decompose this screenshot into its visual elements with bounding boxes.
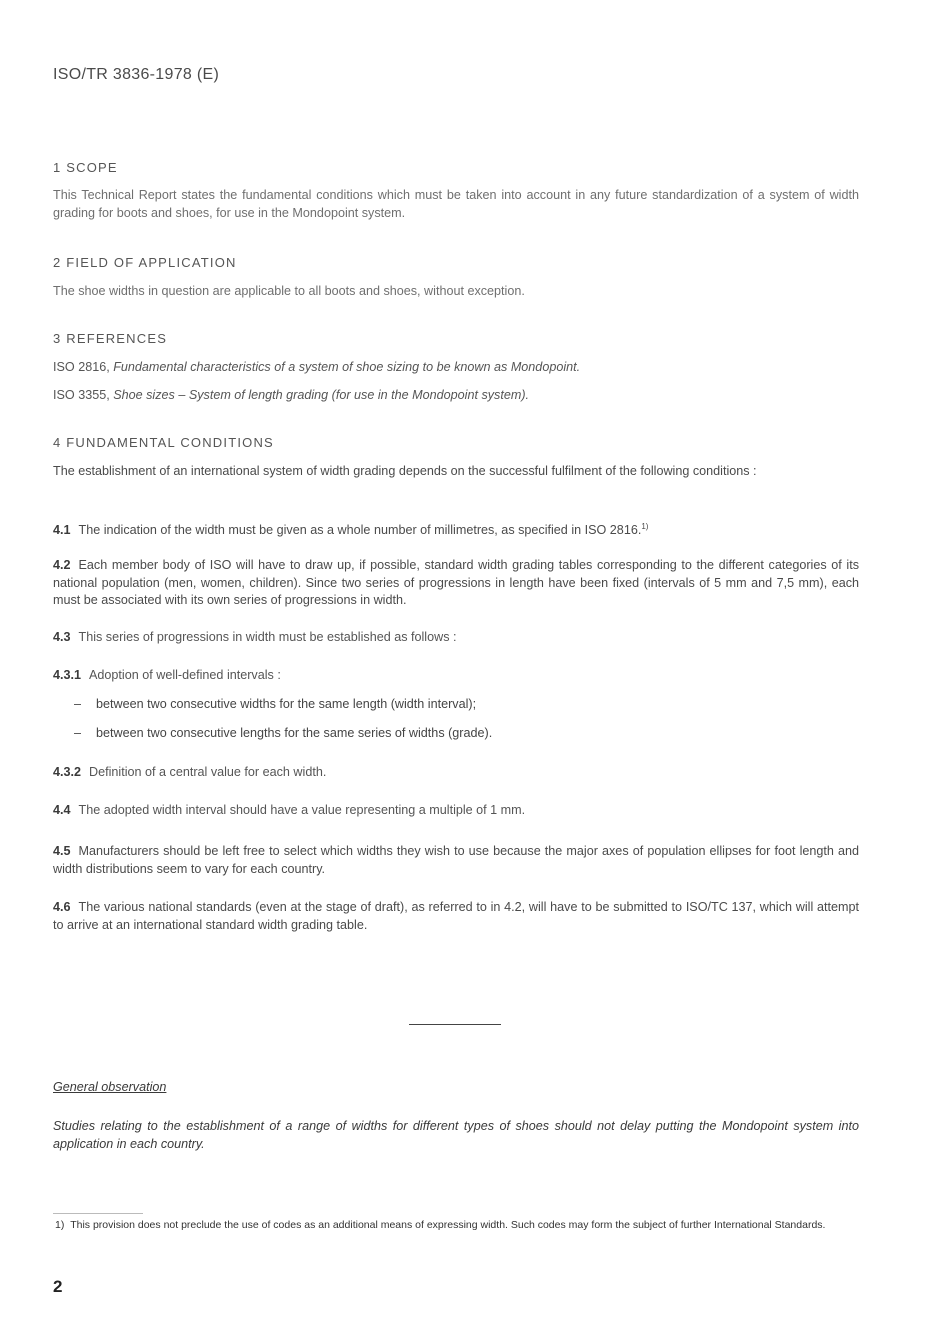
list-item-text: between two consecutive widths for the same length (width interval); [96,697,477,711]
page-number: 2 [53,1277,63,1296]
list-item-grade [74,726,492,740]
footnote [55,1218,859,1233]
list-item-width-interval [74,697,476,711]
clause-number: 4.6 [53,900,71,914]
clause-text: Each member body of ISO will have to draw up, if possible, standard width grading tables corresponding to the different categories of its national population (men, women, children). Since two series of progressions in length have been fixed (intervals of 5 mm and 7,5 mm), each must be associated with its own series of progressions in width. [53,558,859,607]
reference-title: Fundamental characteristics of a system of shoe sizing to be known as Mondopoint. [113,360,581,374]
clause-number: 4.5 [53,844,71,858]
clause-text: Manufacturers should be left free to select which widths they wish to use because the major axes of population ellipses for foot length and width distributions seem to vary for each country. [53,844,859,876]
reference-iso-2816 [53,360,580,374]
section-heading-references: 3 REFERENCES [53,331,168,346]
section-heading-scope: 1 SCOPE [53,160,118,175]
section-heading-fundamental-conditions: 4 FUNDAMENTAL CONDITIONS [53,435,274,450]
list-dash: – [74,726,82,740]
list-item-text: between two consecutive lengths for the same series of widths (grade). [96,726,493,740]
reference-title: Shoe sizes – System of length grading (for use in the Mondopoint system). [113,388,530,402]
footnote-text: This provision does not preclude the use of codes as an additional means of expressing width. Such codes may form the subject of further International Standards. [70,1219,826,1231]
clause-number: 4.3 [53,630,71,644]
section-divider [409,1024,501,1025]
clause-4-4 [53,803,525,817]
clause-text: This series of progressions in width must be established as follows : [78,630,457,644]
clause-4-3-1 [53,668,281,682]
clause-4-6 [53,899,859,934]
fundamental-conditions-intro: The establishment of an international system of width grading depends on the successful fulfilment of the following conditions : [53,464,757,478]
section-heading-field-of-application: 2 FIELD OF APPLICATION [53,255,237,270]
clause-4-3 [53,630,457,644]
scope-text: This Technical Report states the fundamental conditions which must be taken into account in any future standardization of a system of width grading for boots and shoes, for use in the Mondopoint system. [53,188,859,220]
observation-heading: General observation [53,1080,167,1094]
reference-code: ISO 2816, [53,360,114,374]
clause-4-3-2 [53,765,326,779]
footnote-marker: 1) [55,1219,65,1231]
clause-4-1 [53,518,859,540]
clause-4-2 [53,557,859,610]
clause-text: The various national standards (even at the stage of draft), as referred to in 4.2, will have to be submitted to ISO/TC 137, which will attempt to arrive at an international standard width grading table. [53,900,859,932]
clause-number: 4.3.1 [53,668,82,682]
list-dash: – [74,697,82,711]
clause-number: 4.2 [53,558,71,572]
reference-code: ISO 3355, [53,388,114,402]
clause-number: 4.4 [53,803,71,817]
clause-text: Definition of a central value for each width. [89,765,327,779]
clause-text: Adoption of well-defined intervals : [89,668,281,682]
footnote-reference: 1) [641,522,649,531]
reference-iso-3355 [53,388,529,402]
clause-text: The indication of the width must be given as a whole number of millimetres, as specified in ISO 2816. [78,523,642,538]
clause-number: 4.1 [53,523,71,538]
field-of-application-text: The shoe widths in question are applicable to all boots and shoes, without exception. [53,284,525,298]
clause-4-5 [53,843,859,878]
clause-number: 4.3.2 [53,765,82,779]
footnote-separator [53,1213,143,1214]
clause-text: The adopted width interval should have a value representing a multiple of 1 mm. [78,803,526,817]
document-header: ISO/TR 3836-1978 (E) [53,66,220,83]
observation-text: Studies relating to the establishment of a range of widths for different types of shoes should not delay putting the Mondopoint system into application in each country. [53,1119,859,1151]
